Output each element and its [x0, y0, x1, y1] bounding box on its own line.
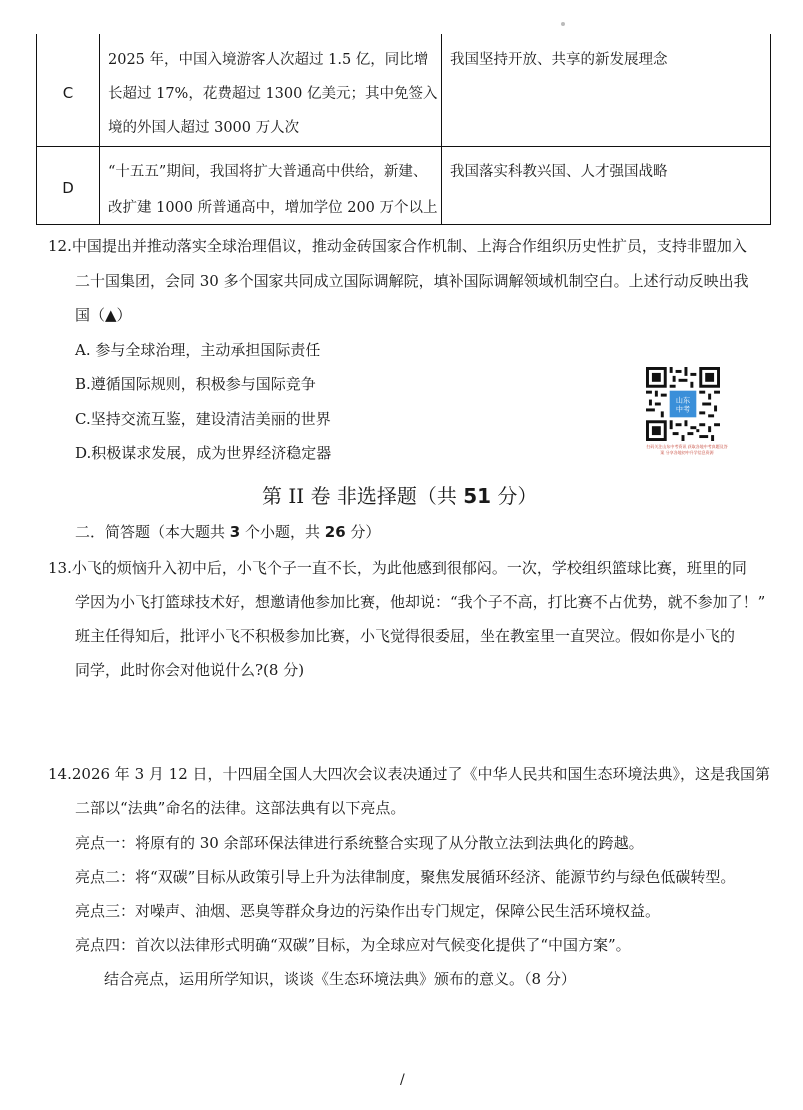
section-title: 第 II 卷 非选择题（共 51 分）	[262, 484, 538, 508]
q12-option-c: C.坚持交流互鉴，建设清洁美丽的世界	[75, 410, 331, 428]
answer-options-table	[36, 34, 771, 225]
q13-line: 13.小飞的烦恼升入初中后，小飞个子一直不长，为此他感到很郁闷。一次，学校组织篮球比赛，班里的同	[48, 559, 747, 577]
row-c-letter: C	[62, 84, 74, 102]
section-subtitle: 二．简答题（本大题共 3 个小题，共 26 分）	[75, 523, 381, 541]
q14-highlight-2: 亮点二：将“双碳”目标从政策引导上升为法律制度，聚焦发展循环经济、能源节约与绿色低碳转型。	[75, 868, 736, 886]
q12-stem-line: 12.中国提出并推动落实全球治理倡议，推动金砖国家合作机制、上海合作组织历史性扩员，支持非盟加入	[48, 237, 747, 255]
row-c-text-line: 2025 年，中国入境游客人次超过 1.5 亿，同比增	[108, 52, 429, 68]
q13-line: 学因为小飞打篮球技术好，想邀请他参加比赛，他却说：“我个子不高，打比赛不占优势，就不参加了！”	[75, 593, 766, 611]
scan-speck	[561, 22, 565, 26]
q14-line: 14.2026 年 3 月 12 日，十四届全国人大四次会议表决通过了《中华人民共和国生态环境法典》，这是我国第	[48, 765, 771, 783]
q12-option-d: D.积极谋求发展，成为世界经济稳定器	[75, 444, 332, 462]
row-d-text-line: “十五五”期间，我国将扩大普通高中供给，新建、	[108, 164, 428, 180]
column-divider	[441, 34, 442, 224]
qr-caption: 扫码关注山东中考资讯 获取各地中考真题及答案 分享各地初中升学信息资源	[646, 444, 728, 455]
row-d-text-line: 改扩建 1000 所普通高中，增加学位 200 万个以上	[108, 200, 438, 216]
qr-code-icon	[646, 367, 720, 441]
q14-line: 二部以“法典”命名的法律。这部法典有以下亮点。	[75, 799, 406, 817]
q12-option-a: A. 参与全球治理，主动承担国际责任	[75, 341, 321, 359]
q12-stem-line: 国（▲）	[75, 306, 132, 324]
row-c-text-line: 境的外国人超过 3000 万人次	[108, 120, 300, 136]
q14-highlight-1: 亮点一：将原有的 30 余部环保法律进行系统整合实现了从分散立法到法典化的跨越。	[75, 834, 644, 852]
q12-option-b: B.遵循国际规则，积极参与国际竞争	[75, 375, 316, 393]
svg-text:山东: 山东	[675, 395, 691, 405]
row-d-letter: D	[62, 179, 74, 197]
q13-line: 同学，此时你会对他说什么?(8 分)	[75, 661, 305, 679]
q12-stem-line: 二十国集团，会同 30 多个国家共同成立国际调解院，填补国际调解领域机制空白。上述行动反映出我	[75, 272, 749, 290]
q13-line: 班主任得知后，批评小飞不积极参加比赛，小飞觉得很委屈，坐在教室里一直哭泣。假如你是小飞的	[75, 627, 736, 645]
svg-text:中考: 中考	[675, 404, 691, 414]
q14-highlight-3: 亮点三：对噪声、油烟、恶臭等群众身边的污染作出专门规定，保障公民生活环境权益。	[75, 902, 661, 920]
row-c-conclusion: 我国坚持开放、共享的新发展理念	[450, 52, 668, 68]
q14-highlight-4: 亮点四：首次以法律形式明确“双碳”目标，为全球应对气候变化提供了“中国方案”。	[75, 936, 631, 954]
page-number: /	[400, 1072, 405, 1088]
q14-prompt: 结合亮点，运用所学知识，谈谈《生态环境法典》颁布的意义。（8 分）	[104, 970, 576, 988]
row-divider	[37, 146, 770, 147]
row-c-text-line: 长超过 17%，花费超过 1300 亿美元；其中免签入	[108, 86, 438, 102]
row-d-conclusion: 我国落实科教兴国、人才强国战略	[450, 164, 668, 180]
column-divider	[99, 34, 100, 224]
